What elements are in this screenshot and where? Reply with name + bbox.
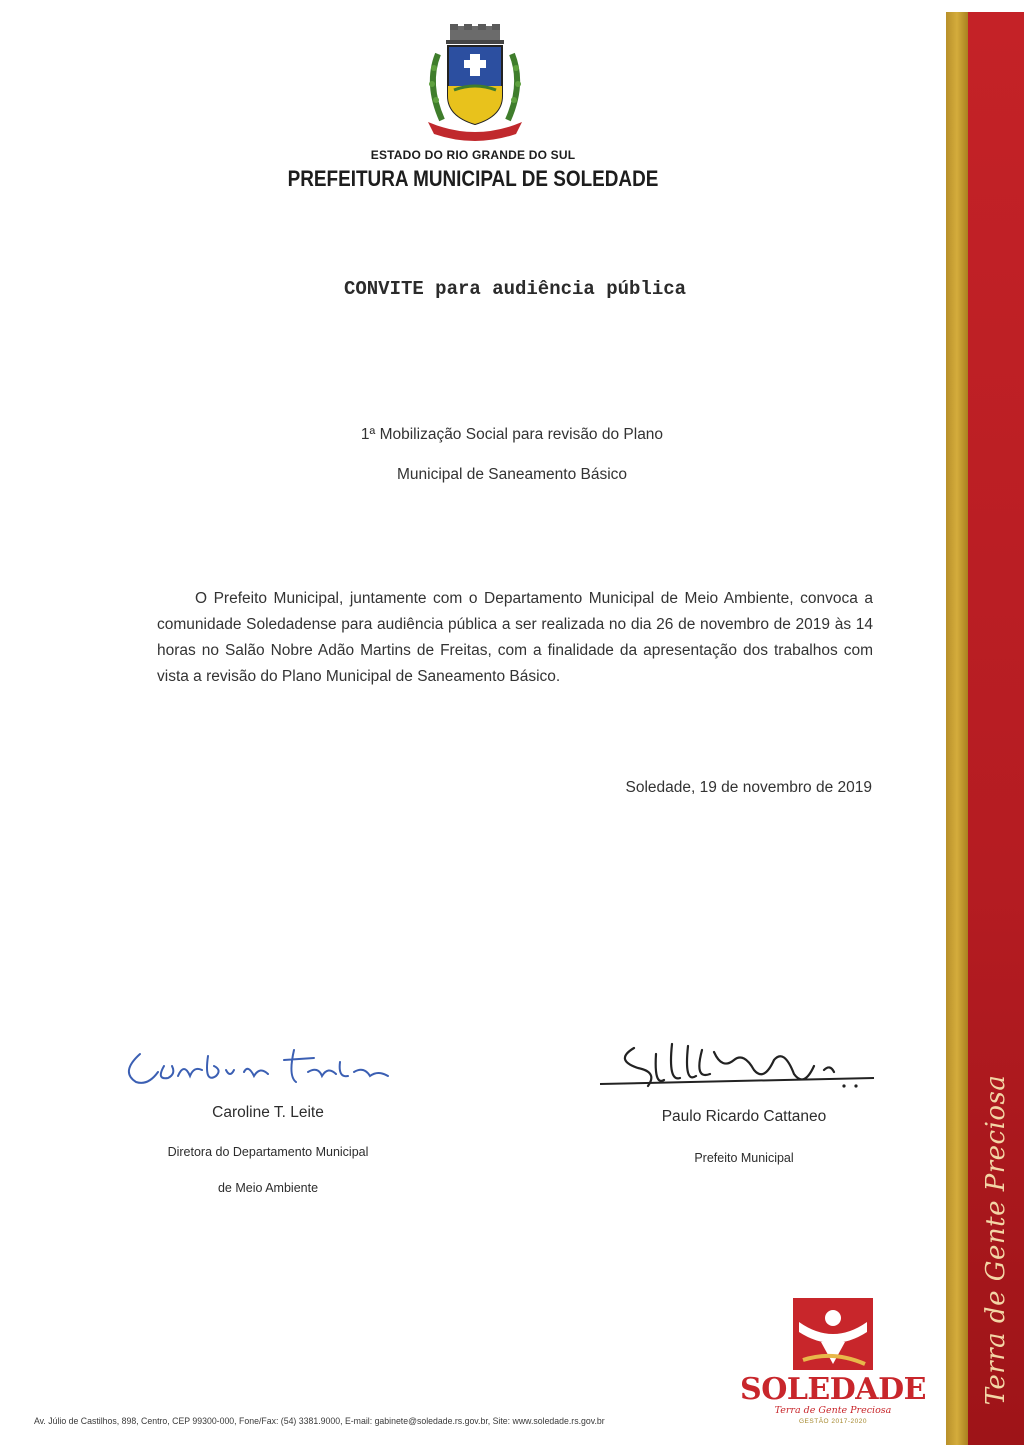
signer-role-line: de Meio Ambiente xyxy=(217,1181,319,1195)
brand-subline: GESTÃO 2017-2020 xyxy=(799,1418,867,1425)
footer-address: Av. Júlio de Castilhos, 898, Centro, CEP 99300-000, Fone/Fax: (54) 3381.9000, E-mail: gabinete@soledade.rs.gov.br, Site: www.soledade.rs.gov.br xyxy=(34,1416,605,1427)
signer-role xyxy=(118,1134,418,1206)
document-title: CONVITE para audiência pública xyxy=(343,278,687,300)
subject-line-1: 1ª Mobilização Social para revisão do Plano xyxy=(360,426,664,443)
city-hall-name: PREFEITURA MUNICIPAL DE SOLEDADE xyxy=(287,166,659,191)
invitation-body: O Prefeito Municipal, juntamente com o Departamento Municipal de Meio Ambiente, convoca a comunidade Soledadense para audiência pública a ser realizada no dia 26 de novembro de 2019 às 14 horas no Salão Nobre Adão Martins de Freitas, com a finalidade da apresentação dos trabalhos com vista a revisão do Plano Municipal de Saneamento Básico. xyxy=(157,590,873,685)
state-name: ESTADO DO RIO GRANDE DO SUL xyxy=(370,148,576,162)
gold-band xyxy=(946,12,968,1445)
signer-name: Caroline T. Leite xyxy=(212,1104,324,1121)
subject-line-2: Municipal de Saneamento Básico xyxy=(396,466,628,483)
brand-name: SOLEDADE xyxy=(740,1372,926,1407)
coat-of-arms-icon xyxy=(420,24,530,142)
brand-tagline: Terra de Gente Preciosa xyxy=(774,1405,892,1416)
signature-caroline-leite xyxy=(118,1036,398,1096)
signature-paulo-cattaneo xyxy=(594,1030,884,1100)
band-slogan: Terra de Gente Preciosa xyxy=(981,1074,1011,1406)
soledade-logo-icon xyxy=(793,1298,873,1370)
document-date: Soledade, 19 de novembro de 2019 xyxy=(625,779,872,796)
signer-name: Paulo Ricardo Cattaneo xyxy=(661,1108,827,1125)
signer-role: Prefeito Municipal xyxy=(694,1151,794,1165)
signer-role-line: Diretora do Departamento Municipal xyxy=(167,1145,369,1159)
